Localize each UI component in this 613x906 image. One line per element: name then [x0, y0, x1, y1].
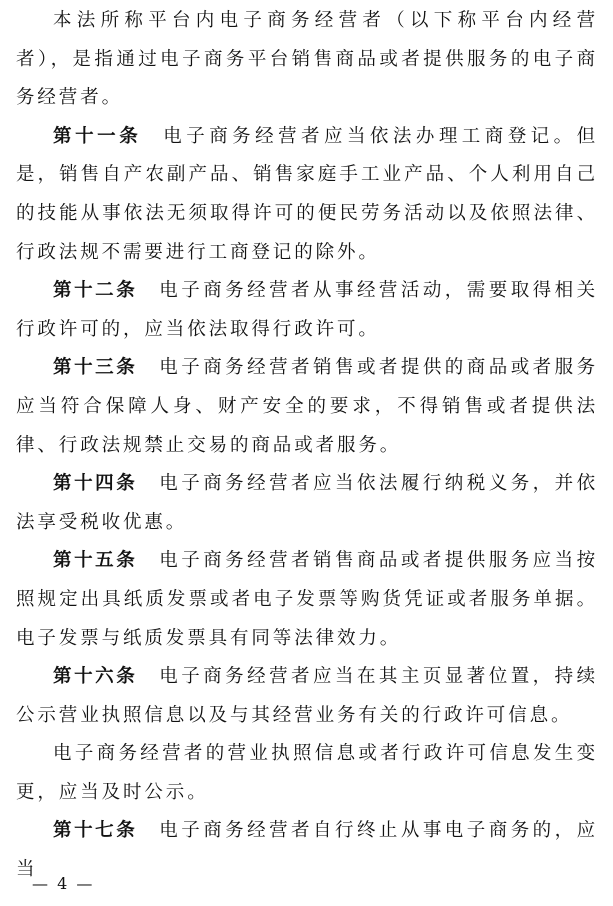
page-number: — 4 —	[32, 874, 95, 893]
paragraph-text: 电子商务经营者应当依法履行纳税义务，并依法享受税收优惠。	[16, 473, 598, 533]
article-number: 第十七条	[53, 820, 138, 842]
article-number: 第十六条	[53, 666, 138, 688]
paragraph-text: 电子商务经营者的营业执照信息或者行政许可信息发生变更，应当及时公示。	[16, 743, 598, 803]
paragraph-text: 电子商务经营者销售商品或者提供服务应当按照规定出具纸质发票或者电子发票等购货凭证或者服务单据。电子发票与纸质发票具有同等法律效力。	[16, 550, 598, 649]
paragraph-text: 电子商务经营者自行终止从事电子商务的，应当	[16, 820, 598, 881]
article-16-second-paragraph	[16, 735, 598, 812]
paragraph-text: 电子商务经营者应当在其主页显著位置，持续公示营业执照信息以及与其经营业务有关的行政许可信息。	[16, 666, 598, 726]
paragraph-intro	[16, 2, 598, 118]
article-number: 第十五条	[53, 550, 138, 572]
article-12-paragraph	[16, 272, 598, 349]
article-17-paragraph	[16, 812, 598, 889]
paragraph-text: 电子商务经营者从事经营活动，需要取得相关行政许可的，应当依法取得行政许可。	[16, 280, 598, 340]
paragraph-text: 电子商务经营者应当依法办理工商登记。但是，销售自产农副产品、销售家庭手工业产品、个人利用自己的技能从事依法无须取得许可的便民劳务活动以及依照法律、行政法规不需要进行工商登记的除外。	[16, 125, 598, 263]
article-16-paragraph	[16, 658, 598, 735]
paragraph-text: 电子商务经营者销售或者提供的商品或者服务应当符合保障人身、财产安全的要求，不得销售或者提供法律、行政法规禁止交易的商品或者服务。	[16, 357, 598, 456]
article-15-paragraph	[16, 542, 598, 658]
paragraph-text: 本法所称平台内电子商务经营者（以下称平台内经营者），是指通过电子商务平台销售商品或者提供服务的电子商务经营者。	[16, 10, 598, 109]
document-body	[16, 2, 598, 890]
article-11-paragraph	[16, 118, 598, 272]
article-number: 第十三条	[53, 357, 138, 379]
article-14-paragraph	[16, 465, 598, 542]
article-number: 第十四条	[53, 473, 138, 495]
article-number: 第十一条	[53, 125, 142, 147]
article-13-paragraph	[16, 349, 598, 465]
article-number: 第十二条	[53, 280, 138, 302]
